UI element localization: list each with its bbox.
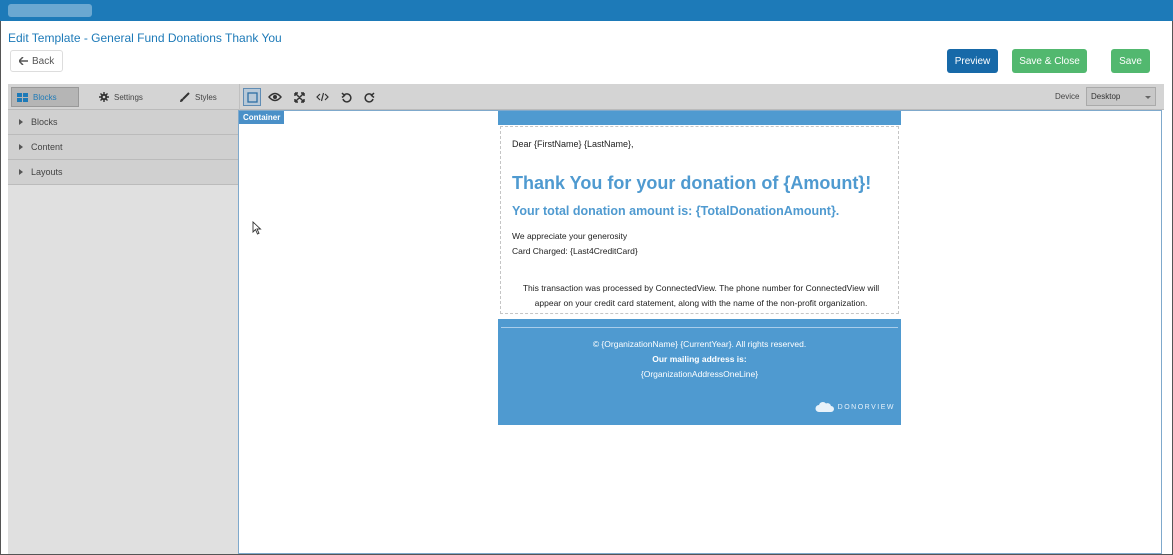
undo-tool[interactable] — [337, 88, 355, 106]
device-label: Device — [1055, 92, 1080, 101]
arrow-left-icon — [19, 57, 28, 65]
chevron-down-icon — [1145, 96, 1151, 99]
back-button[interactable] — [10, 50, 63, 72]
gear-icon — [99, 92, 109, 102]
device-select-value: Desktop — [1091, 92, 1121, 101]
card-charged-text[interactable]: Card Charged: {Last4CreditCard} — [512, 246, 638, 256]
tab-blocks-label: Blocks — [33, 92, 57, 102]
sidebar-item-blocks[interactable] — [8, 110, 238, 135]
sidebar-item-layouts[interactable] — [8, 160, 238, 185]
paintbrush-icon — [179, 92, 190, 103]
toolbar-divider — [239, 84, 240, 110]
caret-right-icon — [19, 119, 23, 125]
mouse-cursor-icon — [252, 221, 262, 235]
transaction-note[interactable]: This transaction was processed by ConnectedView. The phone number for ConnectedView will appear on your credit card statement, along with the name of the non-profit organization. — [522, 283, 880, 308]
tab-styles[interactable] — [174, 87, 222, 107]
page-title: Edit Template - General Fund Donations Thank You — [8, 31, 282, 45]
tab-settings-label: Settings — [114, 92, 143, 102]
sidebar-item-label: Layouts — [31, 167, 63, 177]
back-button-label: Back — [32, 55, 55, 67]
blocks-grid-icon — [17, 93, 28, 102]
donorview-logo — [815, 401, 895, 413]
fullscreen-tool[interactable] — [290, 88, 308, 106]
select-component-tool[interactable] — [243, 88, 261, 106]
save-close-button[interactable]: Save & Close — [1012, 49, 1087, 73]
sidebar-item-label: Blocks — [31, 117, 58, 127]
editor-toolbar — [8, 84, 1164, 110]
app-logo — [8, 4, 92, 17]
top-navigation-bar — [0, 0, 1173, 21]
save-button[interactable]: Save — [1111, 49, 1150, 73]
preview-tool[interactable] — [266, 88, 284, 106]
expand-icon — [294, 92, 305, 103]
cloud-icon — [815, 401, 835, 413]
device-select[interactable] — [1086, 87, 1156, 106]
square-outline-icon — [247, 92, 258, 103]
logo-text: DONORVIEW — [837, 403, 895, 411]
editor-canvas[interactable] — [238, 110, 1162, 554]
email-body[interactable] — [500, 126, 899, 314]
preview-button[interactable]: Preview — [947, 49, 998, 73]
email-footer[interactable] — [498, 319, 901, 425]
code-icon — [316, 92, 329, 102]
eye-icon — [268, 92, 282, 102]
email-template[interactable] — [498, 111, 901, 425]
tab-blocks[interactable] — [11, 87, 79, 107]
caret-right-icon — [19, 144, 23, 150]
undo-icon — [341, 92, 352, 103]
tab-settings[interactable] — [94, 87, 148, 107]
footer-copyright[interactable]: © {OrganizationName} {CurrentYear}. All rights reserved. — [592, 339, 807, 349]
redo-icon — [364, 92, 375, 103]
code-view-tool[interactable] — [313, 88, 331, 106]
tab-styles-label: Styles — [195, 92, 217, 102]
total-donation-subheading[interactable]: Your total donation amount is: {TotalDonationAmount}. — [512, 204, 840, 218]
footer-divider — [501, 327, 898, 328]
thank-you-heading[interactable]: Thank You for your donation of {Amount}! — [512, 173, 872, 193]
redo-tool[interactable] — [360, 88, 378, 106]
sidebar-item-label: Content — [31, 142, 63, 152]
greeting-text[interactable]: Dear {FirstName} {LastName}, — [512, 139, 634, 149]
appreciation-text[interactable]: We appreciate your generosity — [512, 231, 628, 241]
footer-mailing-label[interactable]: Our mailing address is: — [652, 354, 747, 364]
blocks-sidebar — [8, 110, 238, 554]
footer-address[interactable]: {OrganizationAddressOneLine} — [640, 369, 759, 379]
sidebar-item-content[interactable] — [8, 135, 238, 160]
caret-right-icon — [19, 169, 23, 175]
email-header-strip — [498, 111, 901, 125]
container-badge: Container — [239, 111, 284, 124]
